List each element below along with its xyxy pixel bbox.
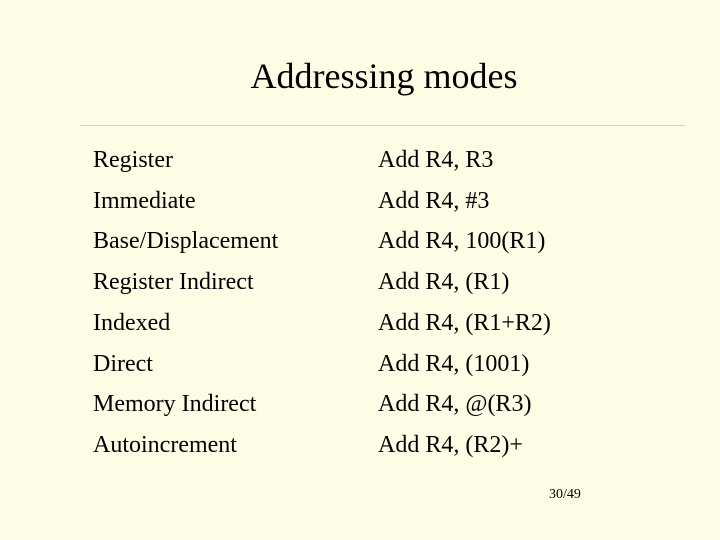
mode-item: Register — [93, 147, 173, 173]
page-number: 30/49 — [549, 487, 581, 502]
example-item: Add R4, (R1+R2) — [378, 309, 551, 336]
example-item: Add R4, R3 — [378, 147, 494, 173]
addressing-modes-list — [93, 140, 278, 466]
mode-item: Memory Indirect — [93, 391, 257, 418]
mode-item: Indexed — [93, 309, 171, 336]
slide-title: Addressing modes — [250, 56, 518, 96]
example-item: Add R4, (R1) — [378, 269, 510, 296]
example-item: Add R4, (R2)+ — [378, 431, 523, 458]
example-item: Add R4, 100(R1) — [378, 228, 546, 255]
mode-item: Autoincrement — [93, 431, 237, 458]
example-item: Add R4, (1001) — [378, 350, 530, 377]
mode-item: Immediate — [93, 187, 196, 214]
instruction-examples-list — [378, 140, 551, 466]
example-item: Add R4, #3 — [378, 187, 490, 214]
mode-item: Direct — [93, 350, 153, 377]
title-divider — [80, 125, 685, 126]
example-item: Add R4, @(R3) — [378, 391, 532, 418]
mode-item: Register Indirect — [93, 269, 254, 296]
mode-item: Base/Displacement — [93, 228, 279, 255]
